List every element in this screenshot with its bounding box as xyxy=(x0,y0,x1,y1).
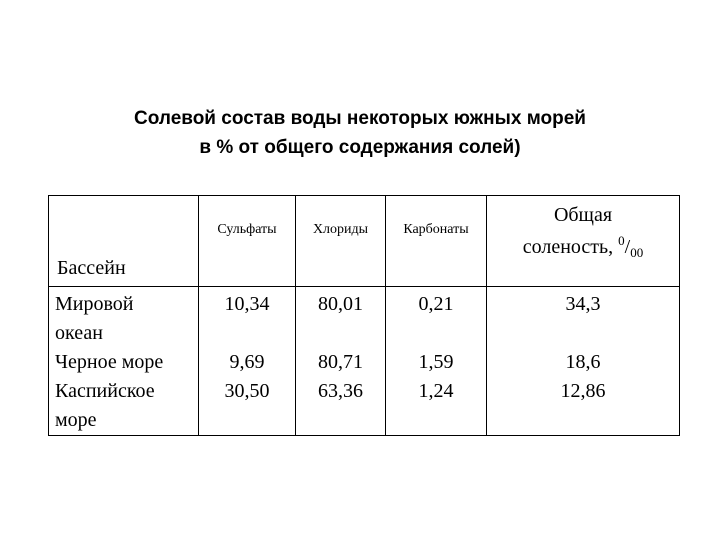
header-total-line-2 xyxy=(487,228,679,266)
cell-basin xyxy=(49,287,199,349)
title-line-1: Солевой состав воды некоторых южных морей xyxy=(134,108,586,129)
basin-line-2: море xyxy=(55,409,97,431)
permille-sub: 00 xyxy=(630,245,644,260)
header-total-line-1: Общая xyxy=(553,204,613,226)
header-carbonates: Карбонаты xyxy=(386,196,487,287)
cell-chlorides: 80,71 xyxy=(296,348,386,377)
salt-composition-table xyxy=(48,195,680,436)
permille-sup: 0 xyxy=(618,233,625,248)
basin-line-2: океан xyxy=(55,322,103,344)
cell-total: 12,86 xyxy=(487,377,680,436)
table-row xyxy=(49,287,680,349)
cell-sulfates: 10,34 xyxy=(199,287,296,349)
table-row xyxy=(49,348,680,377)
permille-slash: / xyxy=(624,236,631,258)
basin-line-1: Каспийское xyxy=(55,380,155,402)
header-basin: Бассейн xyxy=(49,196,199,287)
cell-basin xyxy=(49,348,199,377)
cell-total: 18,6 xyxy=(487,348,680,377)
cell-carbonates: 1,59 xyxy=(386,348,487,377)
cell-chlorides: 63,36 xyxy=(296,377,386,436)
title-line-2: в % от общего содержания солей) xyxy=(199,137,521,158)
cell-sulfates: 30,50 xyxy=(199,377,296,436)
cell-basin xyxy=(49,377,199,436)
cell-carbonates: 0,21 xyxy=(386,287,487,349)
basin-line-1: Черное море xyxy=(55,351,164,373)
header-chlorides: Хлориды xyxy=(296,196,386,287)
header-total-word: соленость, xyxy=(522,236,614,258)
table-header-row xyxy=(49,196,680,287)
cell-total: 34,3 xyxy=(487,287,680,349)
cell-carbonates: 1,24 xyxy=(386,377,487,436)
header-total-salinity xyxy=(487,196,680,287)
header-sulfates: Сульфаты xyxy=(199,196,296,287)
basin-line-1: Мировой xyxy=(55,293,134,315)
cell-sulfates: 9,69 xyxy=(199,348,296,377)
table-row xyxy=(49,377,680,436)
document-title xyxy=(0,104,720,162)
cell-chlorides: 80,01 xyxy=(296,287,386,349)
